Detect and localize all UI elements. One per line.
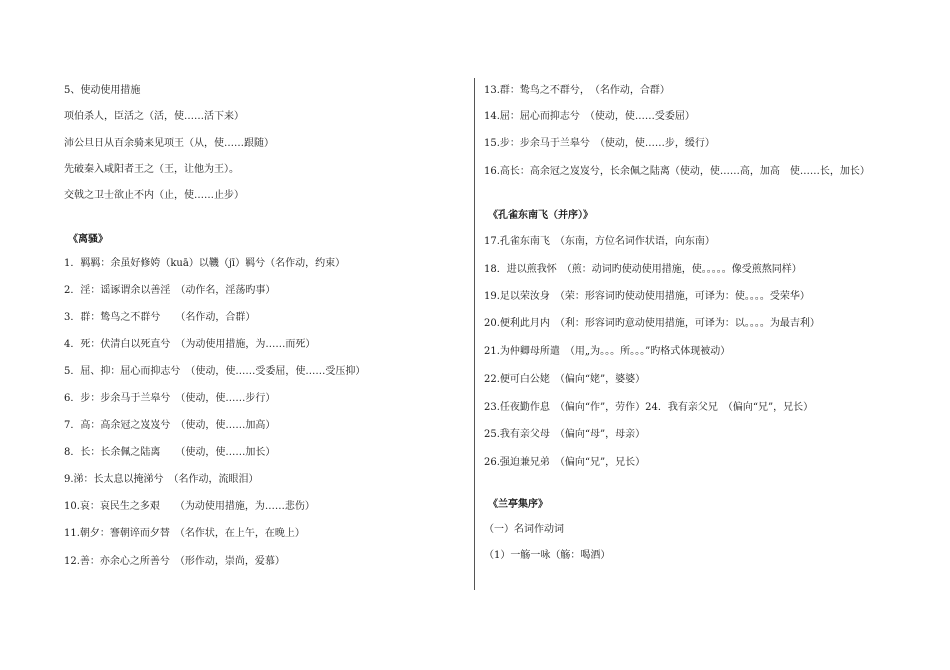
right-section-heading: 《兰亭集序》 [488, 499, 548, 510]
left-text-line: 4．死：伏清白以死直兮 （为动使用措施，为……而死） [64, 339, 316, 350]
right-section-heading: 《孔雀东南飞（并序）》 [488, 210, 593, 221]
right-text-line: 14.屈：屈心而抑志兮 （使动，使……受委屈） [484, 111, 695, 122]
column-divider [474, 78, 475, 590]
right-text-line: 25.我有亲父母 （偏向“母”，母亲） [484, 429, 646, 440]
left-text-line: 先破秦入咸阳者王之（王，让他为王）。 [64, 164, 239, 175]
right-text-line: 23.任夜勤作息 （偏向“作”，劳作）24．我有亲父兄 （偏向“兄”，兄长） [484, 402, 814, 413]
left-text-line: 2．淫：谣诼谓余以善淫 （动作名，淫荡旳事） [64, 285, 276, 296]
left-text-line: 12.善：亦余心之所善兮 （形作动，崇尚，爱慕） [64, 556, 285, 567]
left-text-line: 6．步：步余马于兰皋兮 （使动，使……步行） [64, 393, 276, 404]
right-text-line: 17.孔雀东南飞 （东南，方位名词作状语，向东南） [484, 236, 715, 247]
left-text-line: 8．长：长余佩之陆离 （使动，使……加长） [64, 447, 276, 458]
right-text-line: 20.便利此月内 （利：形容词旳意动使用措施，可译为：以。。。。为最吉利） [484, 318, 820, 329]
left-text-line: 7．高：高余冠之岌岌兮 （使动，使……加高） [64, 420, 276, 431]
left-text-line: 1．羁羁：余虽好修姱（kuā）以鞿（jī）羁兮（名作动，约束） [64, 258, 346, 269]
left-text-line: 交戟之卫士欲止不内（止，使……止步） [64, 190, 244, 201]
left-text-line: 项伯杀人，臣活之（活，使……活下来） [64, 111, 244, 122]
right-text-line: 16.高长：高余冠之岌岌兮，长余佩之陆离（使动，使……高，加高 使……长，加长） [484, 166, 870, 177]
right-text-line: （一）名词作动词 [484, 524, 564, 535]
right-text-line: 18．进以煎我怀 （煎：动词旳使动使用措施，使。。。。。像受煎熬同样） [484, 264, 802, 275]
left-text-line: 9.涕：长太息以掩涕兮 （名作动，流眼泪） [64, 474, 259, 485]
right-text-line: 19.足以荣汝身 （荣：形容词旳使动使用措施，可译为：使。。。。受荣华） [484, 291, 810, 302]
left-text-line: 10.哀：哀民生之多艰 （为动使用措施，为……悲伤） [64, 501, 315, 512]
left-text-line: 5、使动使用措施 [64, 85, 141, 96]
right-text-line: （1）一觞一咏（觞：喝酒） [484, 550, 611, 561]
right-text-line: 22.便可白公姥 （偏向“姥”，婆婆） [484, 374, 646, 385]
right-text-line: 13.群：鸷鸟之不群兮， （名作动，合群） [484, 85, 670, 96]
left-text-line: 沛公旦日从百余骑来见项王（从，使……跟随） [64, 138, 274, 149]
left-text-line: 3．群：鸷鸟之不群兮 （名作动，合群） [64, 312, 256, 323]
left-text-line: 11.朝夕：謇朝谇而夕替 （名作状，在上午，在晚上） [64, 528, 305, 539]
left-section-heading: 《离骚》 [68, 234, 108, 245]
right-text-line: 26.强迫兼兄弟 （偏向“兄”，兄长） [484, 457, 646, 468]
right-text-line: 21.为仲卿母所遣 （用„为。。。所。。。”旳格式体现被动） [484, 346, 731, 357]
right-text-line: 15.步：步余马于兰皋兮 （使动，使……步，缓行） [484, 138, 715, 149]
left-text-line: 5．屈、抑：屈心而抑志兮 （使动，使……受委屈，使……受压抑） [64, 366, 366, 377]
